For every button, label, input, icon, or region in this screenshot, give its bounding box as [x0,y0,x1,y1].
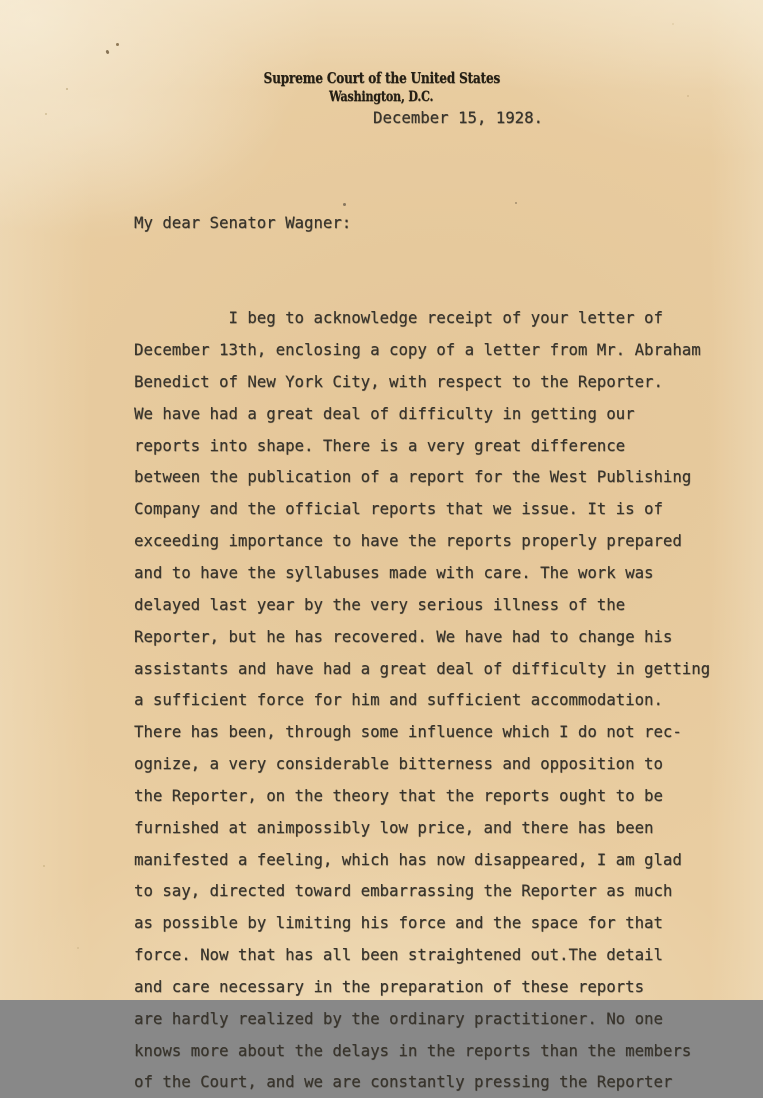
letter-body [134,143,710,1098]
letterhead [0,70,763,88]
letter-line: a sufficient force for him and sufficient accommodation. [134,690,663,710]
letter-line: There has been, through some influence which I do not rec- [134,722,682,742]
salutation-line: My dear Senator Wagner: [134,212,352,232]
letterhead-city: Washington, D.C. [329,89,434,105]
letter-line: furnished at animpossibly low price, and there has been [134,817,654,837]
paper-speck [116,43,119,46]
letter-line: assistants and have had a great deal of difficulty in getting [134,658,711,678]
letter-line: and to have the syllabuses made with care. The work was [134,562,654,582]
letter-line: to say, directed toward embarrassing the Reporter as much [134,881,673,901]
letterhead-city-line [0,88,763,106]
paper-speck [105,50,109,55]
letter-line: of the Court, and we are constantly pressing the Reporter [134,1072,673,1092]
paper-speck [43,865,45,867]
letter-line: and care necessary in the preparation of these reports [134,976,645,996]
paper-speck [45,113,47,115]
letter-line: December 13th, enclosing a copy of a letter from Mr. Abraham [134,340,701,360]
letter-line: the Reporter, on the theory that the reports ought to be [134,785,663,805]
letter-line: exceeding importance to have the reports properly prepared [134,531,682,551]
paper-speck [672,23,674,25]
letter-date: December 15, 1928. [373,108,544,127]
letter-line: delayed last year by the very serious illness of the [134,594,626,614]
letter-line: between the publication of a report for the West Publishing [134,467,692,487]
letter-line: Company and the official reports that we issue. It is of [134,499,663,519]
letter-line: Benedict of New York City, with respect to the Reporter. [134,371,663,391]
letter-line: We have had a great deal of difficulty in getting our [134,403,635,423]
letter-line: are hardly realized by the ordinary practitioner. No one [134,1008,663,1028]
letter-line: knows more about the delays in the reports than the members [134,1040,692,1060]
paper-speck [77,947,79,949]
letter-line: force. Now that has all been straightened out.The detail [134,945,663,965]
letter-line: manifested a feeling, which has now disappeared, I am glad [134,849,682,869]
letter-line: Reporter, but he has recovered. We have had to change his [134,626,673,646]
letter-line: reports into shape. There is a very great difference [134,435,626,455]
letter-line: I beg to acknowledge receipt of your letter of [134,308,663,328]
letterhead-court-name: Supreme Court of the United States [263,70,500,87]
letter-line: ognize, a very considerable bitterness and opposition to [134,754,663,774]
letter-line: as possible by limiting his force and the space for that [134,913,663,933]
